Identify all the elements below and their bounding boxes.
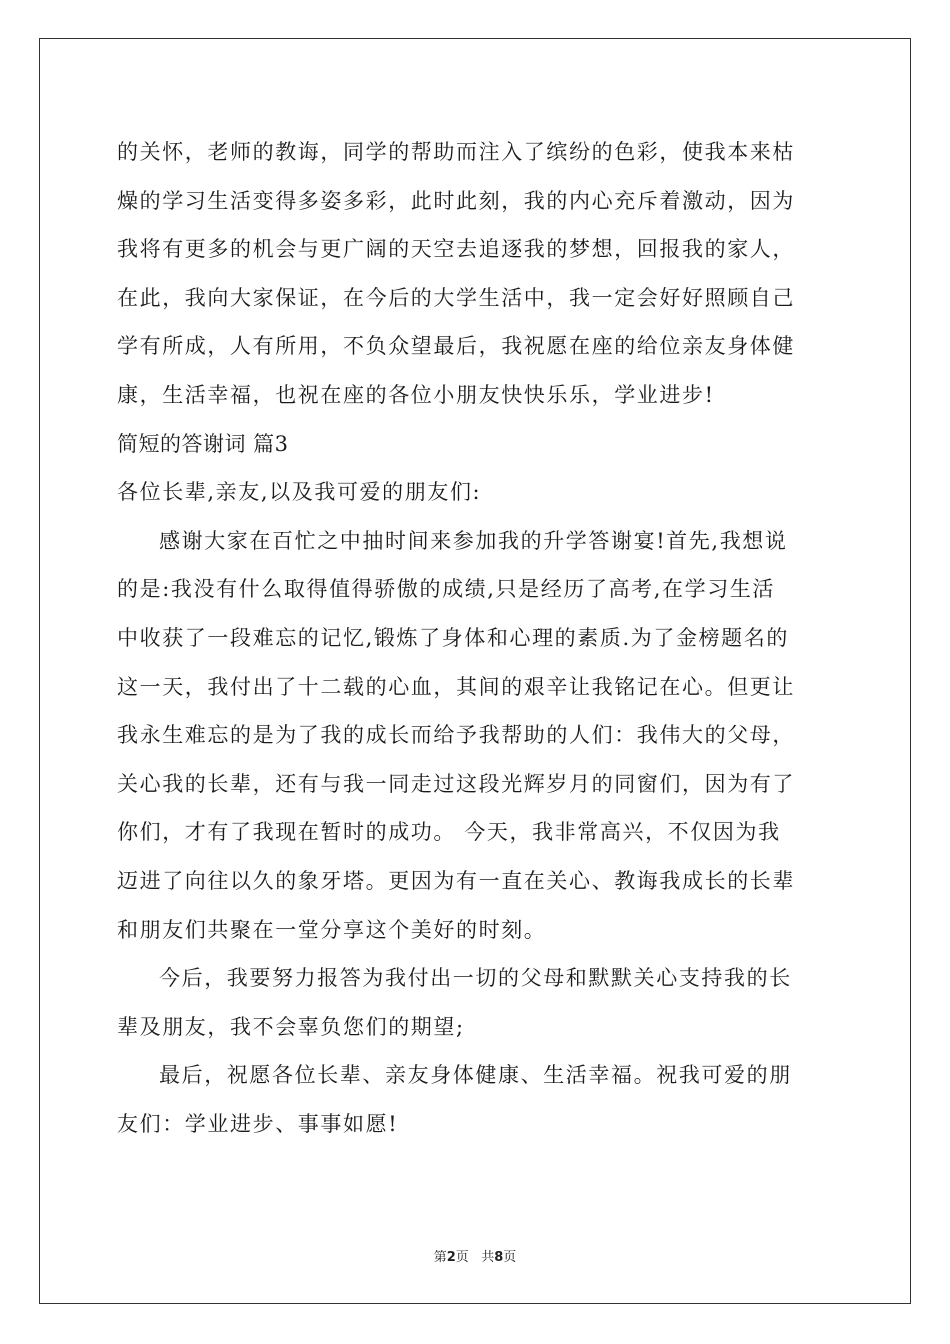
- paragraph-line: 燥的学习生活变得多姿多彩，此时此刻，我的内心充斥着激动，因为: [117, 188, 795, 213]
- page-number: 2: [446, 1250, 456, 1265]
- total-suffix: 页: [503, 1250, 517, 1265]
- paragraph-line: 这一天，我付出了十二载的心血，其间的艰辛让我铭记在心。但更让: [117, 674, 795, 699]
- paragraph-line: 友们：学业进步、事事如愿!: [117, 1111, 399, 1136]
- paragraph-line: 我将有更多的机会与更广阔的天空去追逐我的梦想，回报我的家人，: [117, 237, 795, 262]
- total-prefix: 共: [481, 1250, 495, 1265]
- paragraph-line: 学有所成，人有所用，不负众望最后，我祝愿在座的给位亲友身体健: [117, 334, 795, 359]
- paragraph-line: 你们，才有了我现在暂时的成功。 今天，我非常高兴，不仅因为我: [117, 820, 781, 845]
- paragraph-line: 最后，祝愿各位长辈、亲友身体健康、生活幸福。祝我可爱的朋: [159, 1063, 792, 1088]
- paragraph-line: 我永生难忘的是为了我的成长而给予我帮助的人们：我伟大的父母，: [117, 723, 795, 748]
- total-pages: 8: [494, 1250, 504, 1265]
- paragraph-line: 的关怀，老师的教诲，同学的帮助而注入了缤纷的色彩，使我本来枯: [117, 140, 795, 164]
- paragraph-line: 关心我的长辈，还有与我一同走过这段光辉岁月的同窗们，因为有了: [117, 771, 795, 796]
- page-prefix: 第: [433, 1250, 447, 1265]
- paragraph-line: 中收获了一段难忘的记忆,锻炼了身体和心理的素质.为了金榜题名的: [117, 625, 789, 650]
- page-footer: [0, 1246, 950, 1265]
- paragraph-line: 在此，我向大家保证，在今后的大学生活中，我一定会好好照顾自己: [117, 285, 795, 310]
- paragraph-line: 康，生活幸福，也祝在座的各位小朋友快快乐乐，学业进步!: [117, 382, 715, 407]
- paragraph-line: 辈及朋友，我不会辜负您们的期望;: [117, 1014, 465, 1039]
- paragraph-line: 感谢大家在百忙之中抽时间来参加我的升学答谢宴!首先,我想说: [159, 528, 788, 553]
- paragraph-line: 今后，我要努力报答为我付出一切的父母和默默关心支持我的长: [159, 966, 792, 991]
- document-body: [117, 128, 835, 1148]
- paragraph-line: 和朋友们共聚在一堂分享这个美好的时刻。: [117, 917, 547, 942]
- paragraph-line: 的是:我没有什么取得值得骄傲的成绩,只是经历了高考,在学习生活: [117, 577, 776, 602]
- section-heading: 简短的答谢词 篇3: [117, 431, 289, 456]
- paragraph-line: 迈进了向往以久的象牙塔。更因为有一直在关心、教诲我成长的长辈: [117, 868, 795, 893]
- page-suffix: 页: [455, 1250, 469, 1265]
- salutation-line: 各位长辈,亲友,以及我可爱的朋友们:: [117, 480, 482, 505]
